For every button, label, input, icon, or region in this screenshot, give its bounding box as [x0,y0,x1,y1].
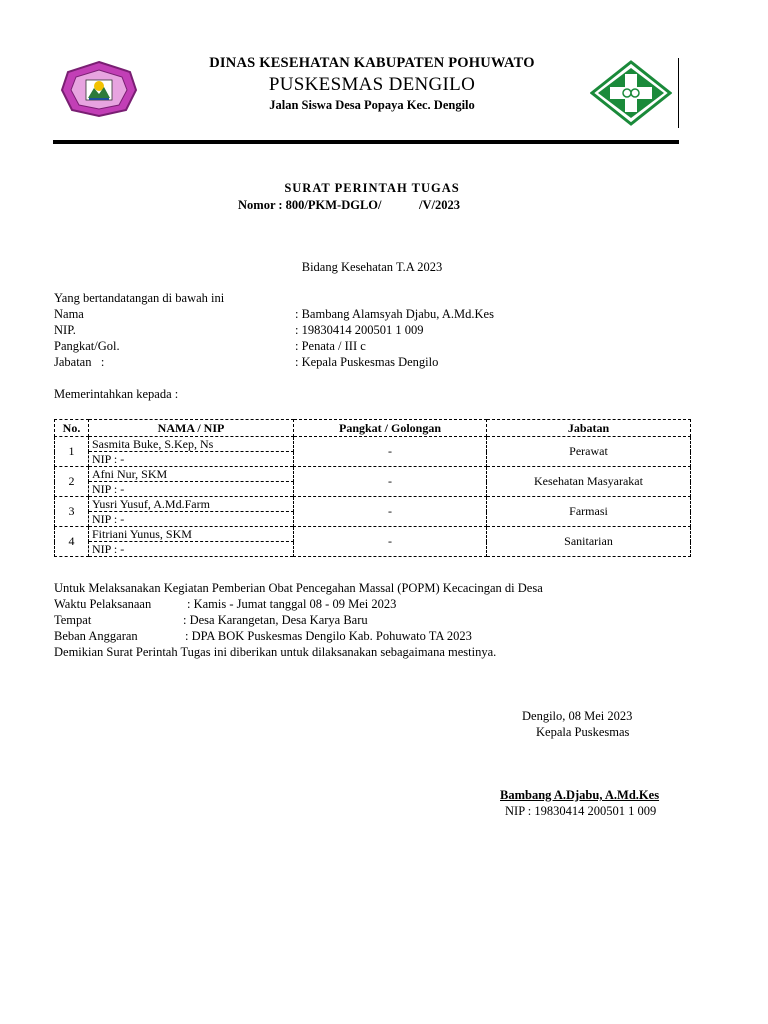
signer-intro: Yang bertandatangan di bawah ini [54,291,225,305]
row-name: Sasmita Buke, S.Kep, Ns [89,437,294,452]
table-row [55,497,691,512]
personnel-table [54,419,691,557]
table-header-row [55,420,691,437]
row-rank: - [294,527,487,557]
signature-role: Kepala Puskesmas [536,725,630,739]
signer-value-position: : Kepala Puskesmas Dengilo [295,355,439,369]
row-nip: NIP : - [89,542,294,557]
table-row [55,467,691,482]
row-rank: - [294,467,487,497]
row-nip: NIP : - [89,452,294,467]
institution-address: Jalan Siswa Desa Popaya Kec. Dengilo [269,98,475,112]
budget-value: : DPA BOK Puskesmas Dengilo Kab. Pohuwato TA 2023 [185,629,472,643]
header-position: Jabatan [487,420,691,437]
closing-text: Demikian Surat Perintah Tugas ini diberikan untuk dilaksanakan sebagaimana mestinya. [54,645,497,659]
signature-place-date: Dengilo, 08 Mei 2023 [522,709,633,723]
time-value: : Kamis - Jumat tanggal 08 - 09 Mei 2023 [187,597,397,611]
row-rank: - [294,437,487,467]
table-row [55,437,691,452]
agency-name: DINAS KESEHATAN KABUPATEN POHUWATO [209,55,535,71]
signer-value-nip: : 19830414 200501 1 009 [295,323,424,337]
row-name: Afni Nur, SKM [89,467,294,482]
row-position: Farmasi [487,497,691,527]
letter-number: Nomor : 800/PKM-DGLO/ /V/2023 [238,198,460,212]
row-position: Sanitarian [487,527,691,557]
row-position: Kesehatan Masyarakat [487,467,691,497]
letterhead-rule [53,140,679,144]
signer-value-rank: : Penata / III c [295,339,366,353]
row-position: Perawat [487,437,691,467]
puskesmas-logo [590,60,672,126]
signer-label-nip: NIP. [54,323,76,337]
place-value: : Desa Karangetan, Desa Karya Baru [183,613,368,627]
budget-label: Beban Anggaran [54,629,138,643]
purpose-text: Untuk Melaksanakan Kegiatan Pemberian Obat Pencegahan Massal (POPM) Kecacingan di Desa [54,581,543,595]
signer-label-position: Jabatan : [54,355,105,369]
row-name: Yusri Yusuf, A.Md.Farm [89,497,294,512]
header-rank: Pangkat / Golongan [294,420,487,437]
header-name-nip: NAMA / NIP [89,420,294,437]
signature-nip: NIP : 19830414 200501 1 009 [505,804,657,818]
order-intro: Memerintahkan kepada : [54,387,179,401]
header-vertical-line [678,58,679,128]
institution-name: PUSKESMAS DENGILO [268,74,476,95]
place-label: Tempat [54,613,92,627]
row-name: Fitriani Yunus, SKM [89,527,294,542]
table-row [55,527,691,542]
row-number: 2 [55,467,89,497]
letter-title: SURAT PERINTAH TUGAS [284,181,460,195]
signer-value-name: : Bambang Alamsyah Djabu, A.Md.Kes [295,307,494,321]
time-label: Waktu Pelaksanaan [54,597,152,611]
signer-label-rank: Pangkat/Gol. [54,339,120,353]
row-rank: - [294,497,487,527]
row-nip: NIP : - [89,482,294,497]
row-number: 4 [55,527,89,557]
letter-field: Bidang Kesehatan T.A 2023 [301,260,443,274]
row-nip: NIP : - [89,512,294,527]
header-no: No. [55,420,89,437]
row-number: 1 [55,437,89,467]
signature-name: Bambang A.Djabu, A.Md.Kes [500,788,660,802]
signer-label-name: Nama [54,307,84,321]
row-number: 3 [55,497,89,527]
